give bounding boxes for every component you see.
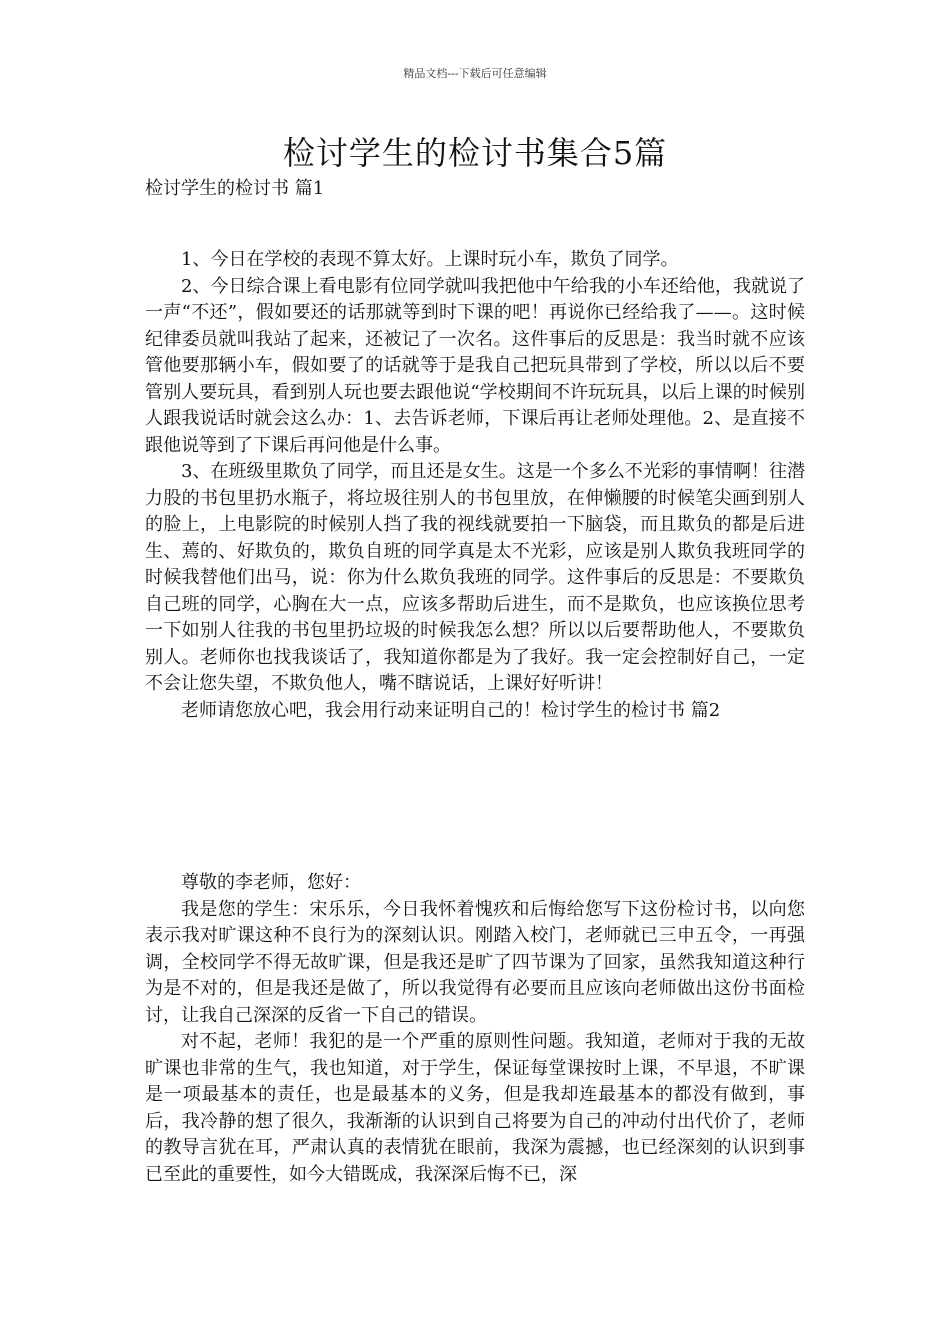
- section-heading-1: 检讨学生的检讨书 篇1: [145, 178, 325, 199]
- paragraph: 2、今日综合课上看电影有位同学就叫我把他中午给我的小车还给他，我就说了一声“不还”，假如要还的话那就等到时下课的吧！再说你已经给我了——。这时候纪律委员就叫我站了起来，还被记了一次名。这件事后的反思是：我当时就不应该管他要那辆小车，假如要了的话就等于是我自己把玩具带到了学校，所以以后不要管别人要玩具，看到别人玩也要去跟他说“学校期间不许玩玩具，以后上课的时候别人跟我说话时就会这么办：1、去告诉老师，下课后再让老师处理他。2、是直接不跟他说等到了下课后再问他是什么事。: [145, 275, 805, 456]
- paragraph: 3、在班级里欺负了同学，而且还是女生。这是一个多么不光彩的事情啊！往潜力股的书包里扔水瓶子，将垃圾往别人的书包里放，在伸懒腰的时候笔尖画到别人的脸上，上电影院的时候别人挡了我的视线就要拍一下脑袋，而且欺负的都是后进生、蔫的、好欺负的，欺负自班的同学真是太不光彩，应该是别人欺负我班同学的时候我替他们出马，说：你为什么欺负我班的同学。这件事后的反思是：不要欺负自己班的同学，心胸在大一点，应该多帮助后进生，而不是欺负，也应该换位思考一下如别人往我的书包里扔垃圾的时候我怎么想？所以以后要帮助他人，不要欺负别人。老师你也找我谈话了，我知道你都是为了我好。我一定会控制好自己，一定不会让您失望，不欺负他人，嘴不瞎说话，上课好好听讲！: [145, 461, 805, 694]
- paragraph: 老师请您放心吧，我会用行动来证明自己的！检讨学生的检讨书 篇2: [181, 699, 721, 721]
- paragraph: 1、今日在学校的表现不算太好。上课时玩小车，欺负了同学。: [181, 249, 679, 270]
- paragraph: 我是您的学生：宋乐乐，今日我怀着愧疚和后悔给您写下这份检讨书，以向您表示我对旷课这种不良行为的深刻认识。刚踏入校门，老师就已三申五令，一再强调，全校同学不得无故旷课，但是我还是旷了四节课为了回家，虽然我知道这种行为是不对的，但是我还是做了，所以我觉得有必要而且应该向老师做出这份书面检讨，让我自己深深的反省一下自己的错误。: [145, 898, 805, 1026]
- paragraph: 对不起，老师！我犯的是一个严重的原则性问题。我知道，老师对于我的无故旷课也非常的生气，我也知道，对于学生，保证每堂课按时上课，不早退，不旷课是一项最基本的责任，也是最基本的义务，但是我却连最基本的都没有做到，事后，我冷静的想了很久，我渐渐的认识到自己将要为自己的冲动付出代价了，老师的教导言犹在耳，严肃认真的表情犹在眼前，我深为震撼，也已经深刻的认识到事已至此的重要性，如今大错既成，我深深后悔不已，深: [145, 1031, 805, 1185]
- section-2-body: [145, 870, 805, 1188]
- page-header: 精品文档---下载后可任意编辑: [403, 67, 547, 80]
- section-1-body: [145, 247, 805, 724]
- document-title: 检讨学生的检讨书集合5篇: [282, 134, 668, 172]
- salutation: 尊敬的李老师，您好：: [181, 872, 361, 893]
